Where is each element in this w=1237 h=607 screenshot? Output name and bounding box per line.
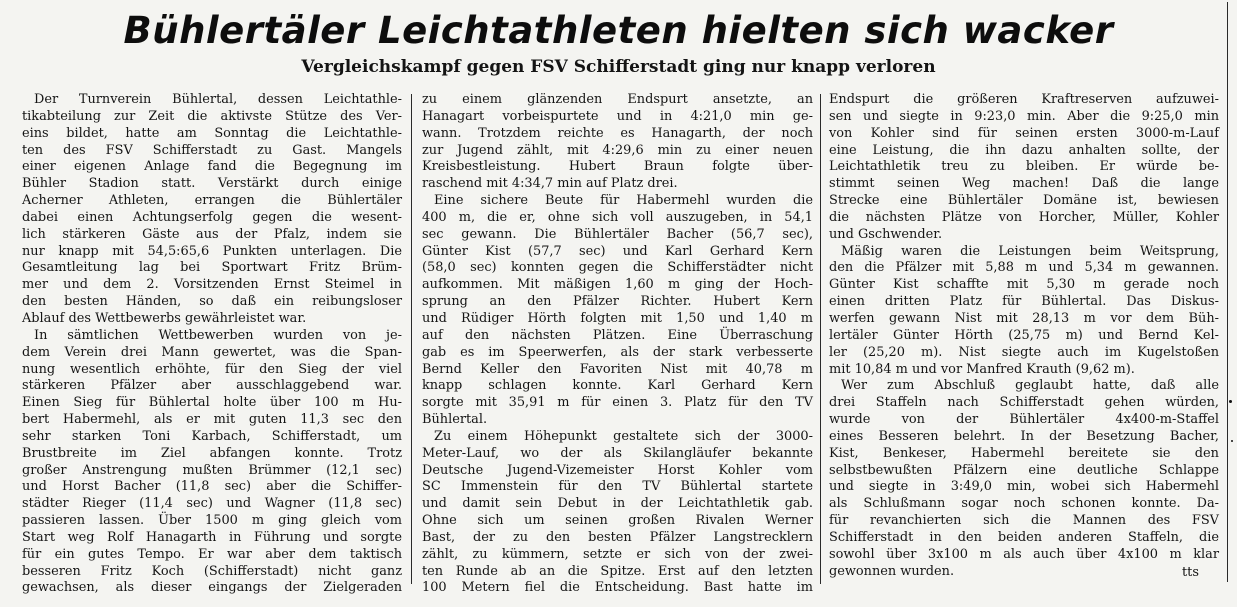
article-line: die nächsten Plätze von Horcher, Müller, Kohler <box>829 209 1219 225</box>
article-column-2 <box>422 92 813 596</box>
article-line: für ein gutes Tempo. Er war aber dem taktisch <box>22 546 402 562</box>
scan-speck <box>1231 440 1233 442</box>
scan-speck <box>1229 400 1232 403</box>
article-line: Zu einem Höhepunkt gestaltete sich der 3000- <box>434 428 813 444</box>
article-line: als Schlußmann sogar noch schonen konnte. Da- <box>829 496 1219 512</box>
article-line: stimmt seinen Weg machen! Daß die lange <box>829 176 1219 192</box>
article-line: sec gewann. Die Bühlertäler Bacher (56,7 sec), <box>422 226 813 242</box>
article-line: Wer zum Abschluß geglaubt hatte, daß alle <box>841 378 1219 394</box>
article-column-3 <box>829 92 1219 584</box>
article-line: sprung an den Pfälzer Richter. Hubert Kern <box>422 294 813 310</box>
article-line: passieren lassen. Über 1500 m ging gleich vom <box>22 513 402 529</box>
article-line: den die Pfälzer mit 5,88 m und 5,34 m gewannen. <box>829 260 1219 276</box>
article-line: Deutsche Jugend-Vizemeister Horst Kohler vom <box>422 462 813 478</box>
article-line: Leichtathletik treu zu bleiben. Er würde be- <box>829 159 1219 175</box>
article-line: stärkeren Pfälzer aber ausschlaggebend war. <box>22 378 402 394</box>
article-column-1 <box>22 92 402 596</box>
article-line: nung wesentlich erhöhte, für den Sieg der viel <box>22 361 402 377</box>
article-line: Bühler Stadion statt. Verstärkt durch einige <box>22 176 402 192</box>
article-line: Mäßig waren die Leistungen beim Weitsprung, <box>841 243 1219 259</box>
article-line: Gesamtleitung lag bei Sportwart Fritz Brüm- <box>22 260 402 276</box>
article-line: und damit sein Debut in der Leichtathletik gab. <box>422 496 813 512</box>
article-line: lertäler Günter Hörth (25,75 m) und Bernd Kel- <box>829 327 1219 343</box>
article-line: 400 m, die er, ohne sich voll auszugeben, in 54,1 <box>422 209 813 225</box>
article-line: ten Runde ab an die Spitze. Erst auf den letzten <box>422 563 813 579</box>
article-line: knapp schlagen konnte. Karl Gerhard Kern <box>422 378 813 394</box>
article-line: Bühlertal. <box>422 412 488 428</box>
article-line: nur knapp mit 54,5:65,6 Punkten unterlagen. Die <box>22 243 402 259</box>
article-line: dem Verein drei Mann gewertet, was die Span- <box>22 344 402 360</box>
article-line: Günter Kist (57,7 sec) und Karl Gerhard Kern <box>422 243 813 259</box>
article-line: bert Habermehl, als er mit guten 11,3 sec den <box>22 412 402 428</box>
article-line: mer und dem 2. Vorsitzenden Ernst Steimel in <box>22 277 402 293</box>
article-line: wann. Trotzdem reichte es Hanagarth, der noch <box>422 125 813 141</box>
article-line: und Rüdiger Hörth folgten mit 1,50 und 1,40 m <box>422 310 813 326</box>
article-line: sehr starken Toni Karbach, Schifferstadt, um <box>22 428 402 444</box>
article-line: Ohne sich um seinen großen Rivalen Werner <box>422 513 813 529</box>
article-line: Strecke eine Bühlertäler Domäne ist, bewiesen <box>829 193 1219 209</box>
article-line: und Gschwender. <box>829 226 943 242</box>
article-line: städter Rieger (11,4 sec) und Wagner (11,8 sec) <box>22 496 402 512</box>
article-line: Einen Sieg für Bühlertal holte über 100 m Hu- <box>22 395 402 411</box>
article-line: eine Leistung, die ihn dazu anhalten sollte, der <box>829 142 1219 158</box>
article-line: und Horst Bacher (11,8 sec) aber die Schiffer- <box>22 479 402 495</box>
article-line: Günter Kist schaffte mit 5,30 m gerade noch <box>829 277 1219 293</box>
article-line: wurde von der Bühlertäler 4x400-m-Staffel <box>829 412 1219 428</box>
article-line: werfen gewann Nist mit 28,13 m vor dem Büh- <box>829 310 1219 326</box>
article-line: Eine sichere Beute für Habermehl wurden die <box>434 193 813 209</box>
article-line: Meter-Lauf, wo der als Skilangläufer bekannte <box>422 445 813 461</box>
article-line: Bernd Keller den Favoriten Nist mit 40,78 m <box>422 361 813 377</box>
article-line: In sämtlichen Wettbewerben wurden von je- <box>34 327 402 343</box>
article-line: und siegte in 3:49,0 min, wobei sich Habermehl <box>829 479 1219 495</box>
article-line: sen und siegte in 9:23,0 min. Aber die 9:25,0 min <box>829 108 1219 124</box>
article-line: ten des FSV Schifferstadt zu Gast. Mangels <box>22 142 402 158</box>
article-line: auf den nächsten Plätzen. Eine Überraschung <box>422 327 813 343</box>
article-line: Bast, der zu den besten Pfälzer Langstrecklern <box>422 529 813 545</box>
article-line: sorgte mit 35,91 m für einen 3. Platz für den TV <box>422 395 813 411</box>
column-divider <box>820 94 821 584</box>
article-line: Kreisbestleistung. Hubert Braun folgte über- <box>422 159 813 175</box>
article-line: lich stärkeren Gäste aus der Pfalz, indem sie <box>22 226 402 242</box>
article-line: Kist, Benkeser, Habermehl bereitete sie den <box>829 445 1219 461</box>
article-line: (58,0 sec) konnten gegen die Schifferstädter nicht <box>422 260 813 276</box>
article-line: Der Turnverein Bühlertal, dessen Leichtathle- <box>34 92 402 107</box>
article-line: großer Anstrengung mußten Brümmer (12,1 sec) <box>22 462 402 478</box>
article-line: drei Staffeln nach Schifferstadt gehen würden, <box>829 395 1219 411</box>
article-line: Brustbreite im Ziel abfangen konnte. Trotz <box>22 445 402 461</box>
article-line: tikabteilung zur Zeit die aktivste Stütze des Ver- <box>22 108 402 124</box>
article-line: zu einem glänzenden Endspurt ansetzte, an <box>422 92 813 107</box>
article-line: sowohl über 3x100 m als auch über 4x100 m klar <box>829 546 1219 562</box>
article-line: eins bildet, hatte am Sonntag die Leichtathle- <box>22 125 402 141</box>
article-line: gewachsen, als dieser eingangs der Zielgeraden <box>22 580 402 596</box>
article-line: für revanchierten sich die Mannen des FSV <box>829 513 1219 529</box>
article-line: gewonnen wurden. <box>829 563 955 579</box>
article-line: von Kohler sind für seinen ersten 3000-m-Lauf <box>829 125 1219 141</box>
article-line: mit 10,84 m und vor Manfred Krauth (9,62 m). <box>829 361 1135 377</box>
clipping-edge-rule <box>1227 2 1228 582</box>
article-line: besseren Fritz Koch (Schifferstadt) nicht ganz <box>22 563 402 579</box>
article-line: einer eigenen Anlage fand die Begegnung im <box>22 159 402 175</box>
article-line: ler (25,20 m). Nist siegte auch im Kugelstoßen <box>829 344 1219 360</box>
article-line: den besten Händen, so daß ein reibungsloser <box>22 294 402 310</box>
article-subheadline: Vergleichskampf gegen FSV Schifferstadt ging nur knapp verloren <box>301 57 936 77</box>
article-line: Ablauf des Wettbewerbs gewährleistet war. <box>22 310 307 326</box>
column-divider <box>411 94 412 584</box>
article-line: zur Jugend zählt, mit 4:29,6 min zu einer neuen <box>422 142 813 158</box>
article-headline: Bühlertäler Leichtathleten hielten sich wacker <box>123 9 1114 52</box>
article-line: 100 Metern fiel die Entscheidung. Bast hatte im <box>422 580 813 596</box>
article-line: selbstbewußten Pfälzern eine deutliche Schlappe <box>829 462 1219 478</box>
article-line: aufkommen. Mit mäßigen 1,60 m ging der Hoch- <box>422 277 813 293</box>
article-line: Acherner Athleten, errangen die Bühlertäler <box>22 193 402 209</box>
author-signoff: tts <box>1182 565 1199 580</box>
article-line: Endspurt die größeren Kraftreserven aufzuwei- <box>829 92 1219 107</box>
article-line: SC Immenstein für den TV Bühlertal startete <box>422 479 813 495</box>
article-line: einen dritten Platz für Bühlertal. Das Diskus- <box>829 294 1219 310</box>
article-line: raschend mit 4:34,7 min auf Platz drei. <box>422 176 678 192</box>
article-line: gab es im Speerwerfen, als der stark verbesserte <box>422 344 813 360</box>
article-line: Hanagart vorbeispurtete und in 4:21,0 min ge- <box>422 108 813 124</box>
article-line: Schifferstadt in den beiden anderen Staffeln, die <box>829 529 1219 545</box>
article-line: dabei einen Achtungserfolg gegen die wesent- <box>22 209 402 225</box>
article-line: Start weg Rolf Hanagarth in Führung und sorgte <box>22 529 402 545</box>
article-line: eines Besseren belehrt. In der Besetzung Bacher, <box>829 428 1219 444</box>
article-line: zählt, zu kümmern, setzte er sich von der zwei- <box>422 546 813 562</box>
